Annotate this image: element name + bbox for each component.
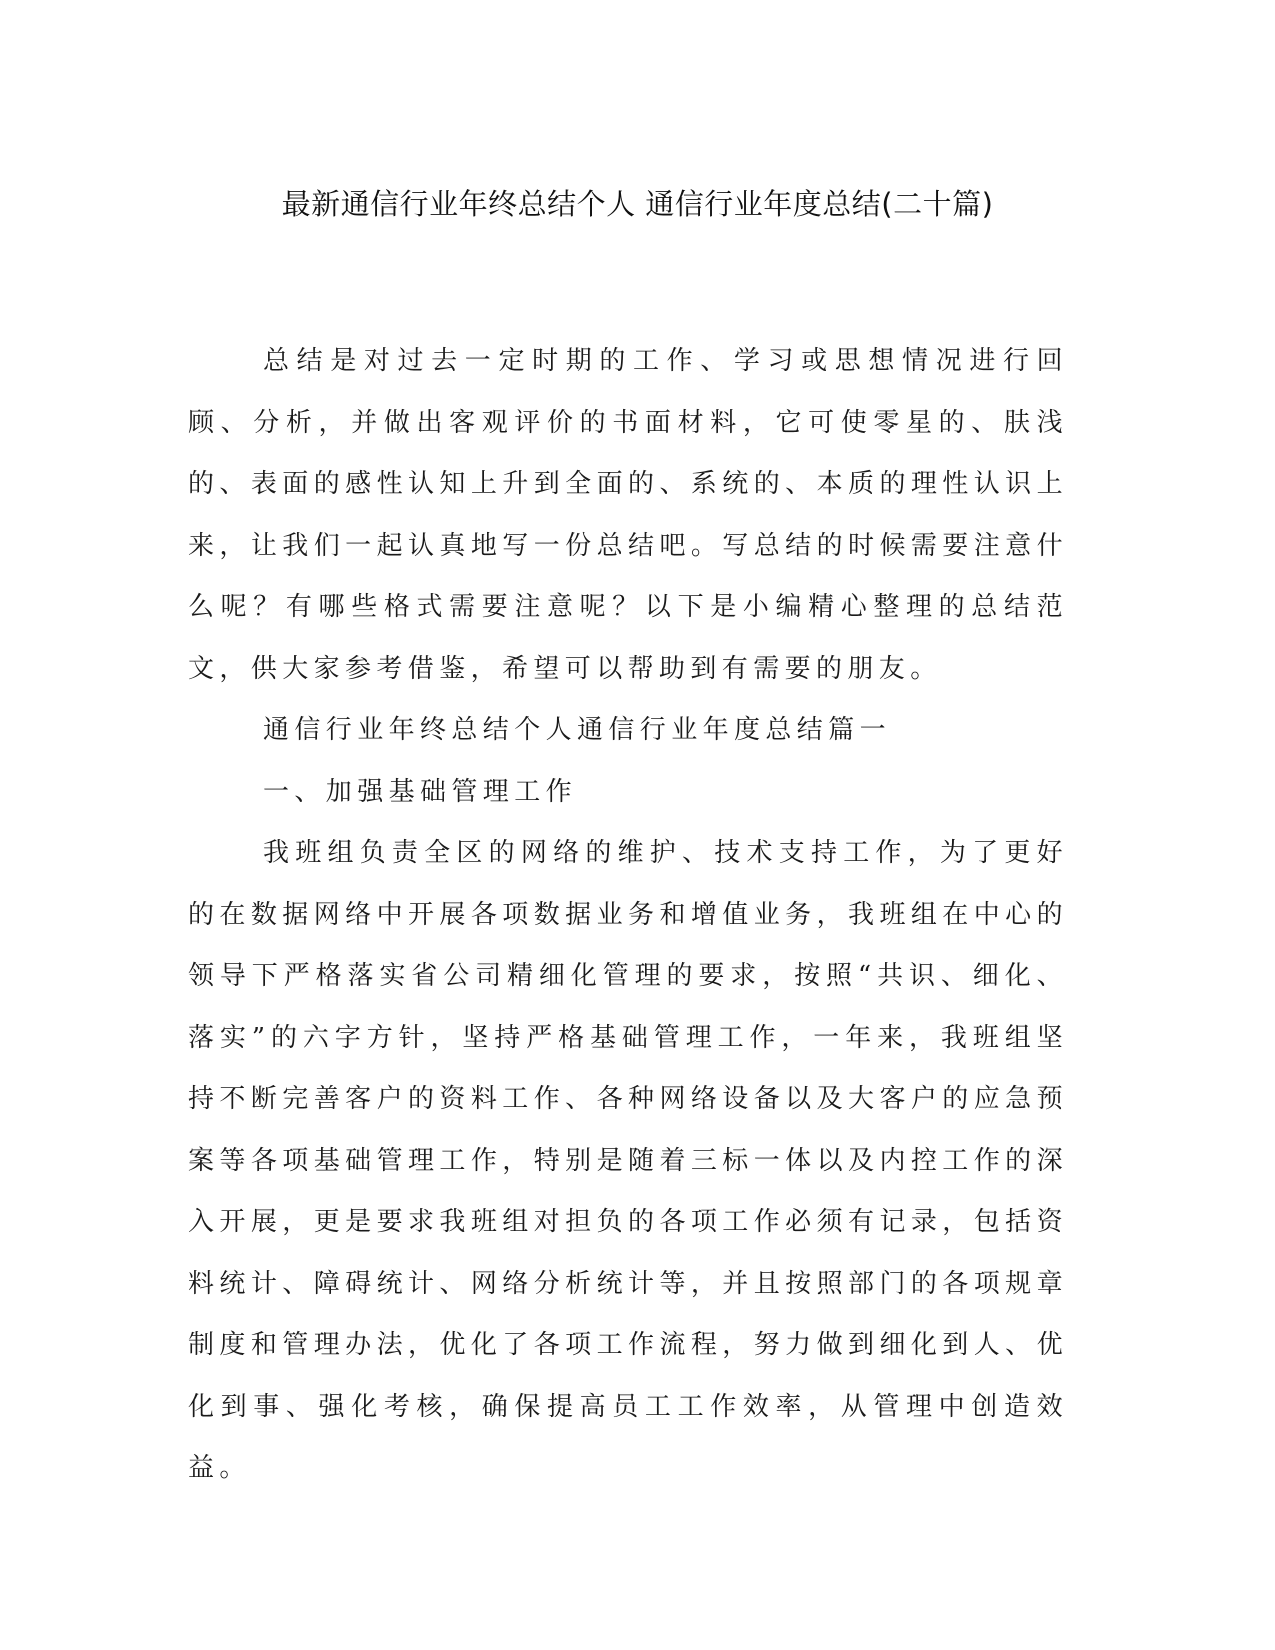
document-body	[188, 331, 1068, 1500]
section-heading: 通信行业年终总结个人通信行业年度总结篇一	[263, 715, 892, 745]
subsection-heading: 一、加强基础管理工作	[263, 776, 578, 807]
document-title: 最新通信行业年终总结个人 通信行业年度总结(二十篇)	[281, 187, 994, 221]
intro-paragraph: 总结是对过去一定时期的工作、学习或思想情况进行回顾、分析，并做出客观评价的书面材料，它可使零星的、肤浅的、表面的感性认知上升到全面的、系统的、本质的理性认识上来，让我们一起认真地写一份总结吧。写总结的时候需要注意什么呢？有哪些格式需要注意呢？以下是小编精心整理的总结范文，供大家参考借鉴，希望可以帮助到有需要的朋友。	[188, 346, 1068, 684]
body-paragraph: 我班组负责全区的网络的维护、技术支持工作，为了更好的在数据网络中开展各项数据业务和增值业务，我班组在中心的领导下严格落实省公司精细化管理的要求，按照“共识、细化、落实”的六字方针，坚持严格基础管理工作，一年来，我班组坚持不断完善客户的资料工作、各种网络设备以及大客户的应急预案等各项基础管理工作，特别是随着三标一体以及内控工作的深入开展，更是要求我班组对担负的各项工作必须有记录，包括资料统计、障碍统计、网络分析统计等，并且按照部门的各项规章制度和管理办法，优化了各项工作流程，努力做到细化到人、优化到事、强化考核，确保提高员工工作效率，从管理中创造效益。	[188, 838, 1068, 1483]
